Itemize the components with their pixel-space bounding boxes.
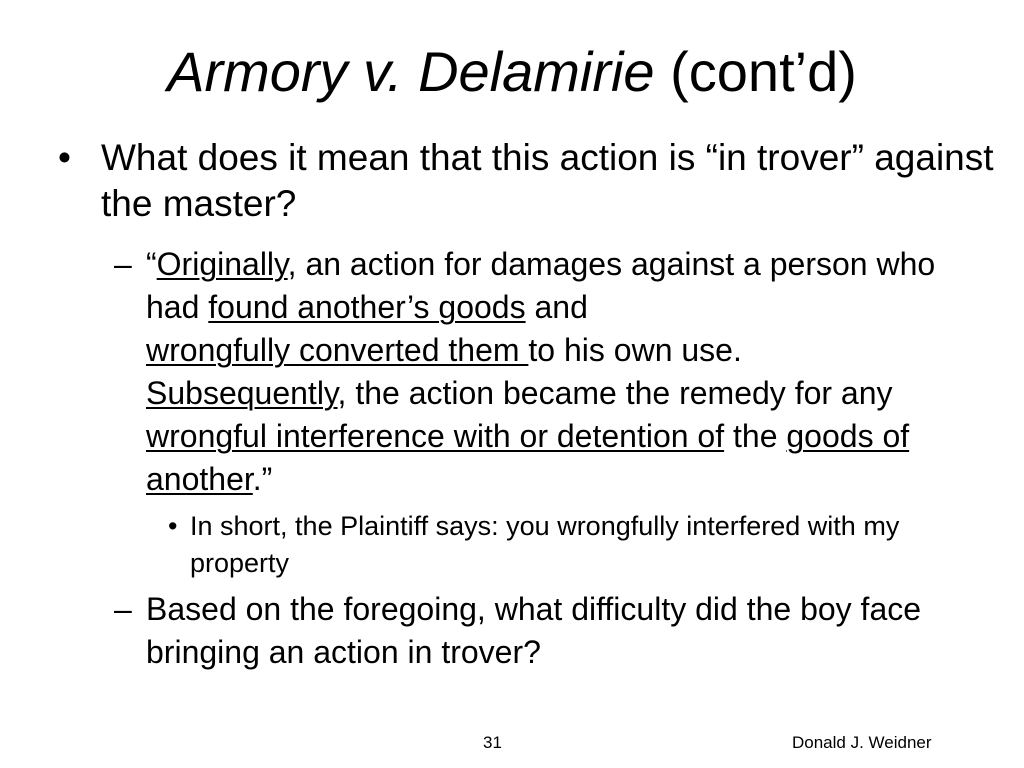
slide-title: [0, 38, 1024, 106]
underlined-originally: Originally: [156, 246, 288, 282]
bullet-level2-quote: [114, 243, 986, 501]
title-suffix: (cont’d): [654, 40, 857, 103]
bullet-level1-text: What does it mean that this action is “in trover” against the master?: [101, 137, 994, 224]
dash-icon: –: [114, 246, 132, 282]
quote-text-3: to his own use.: [528, 332, 742, 368]
bullet-level2-question-text: Based on the foregoing, what difficulty did the boy face bringing an action in trover?: [146, 591, 922, 670]
bullet-dot-icon: •: [58, 137, 71, 178]
quote-text-2: and: [525, 289, 588, 325]
underlined-goods-of-another: goods of another: [146, 418, 910, 497]
underlined-wrongful-interference: wrongful interference with or detention of: [146, 418, 725, 454]
underlined-subsequently: Subsequently: [146, 375, 338, 411]
underlined-found-goods: found another’s goods: [208, 289, 526, 325]
quote-close: .”: [252, 461, 273, 497]
bullet-level3: [168, 508, 990, 582]
bullet-level2-question: [114, 588, 986, 674]
small-bullet-icon: •: [168, 511, 178, 541]
footer-author: Donald J. Weidner: [792, 733, 932, 752]
quote-text-1: , an action for damages against a person who had: [146, 246, 936, 325]
bullet-level1: [58, 135, 1001, 227]
quote-open: “: [146, 246, 157, 282]
bullet-level3-text: In short, the Plaintiff says: you wrongfully interfered with my property: [190, 511, 900, 578]
underlined-wrongfully-converted: wrongfully converted them: [146, 332, 529, 368]
title-case-name: Armory v. Delamirie: [167, 40, 655, 103]
page-number: 31: [483, 733, 502, 752]
quote-text-5: the: [724, 418, 787, 454]
quote-text-4: , the action became the remedy for any: [337, 375, 893, 411]
dash-icon: –: [114, 591, 132, 627]
